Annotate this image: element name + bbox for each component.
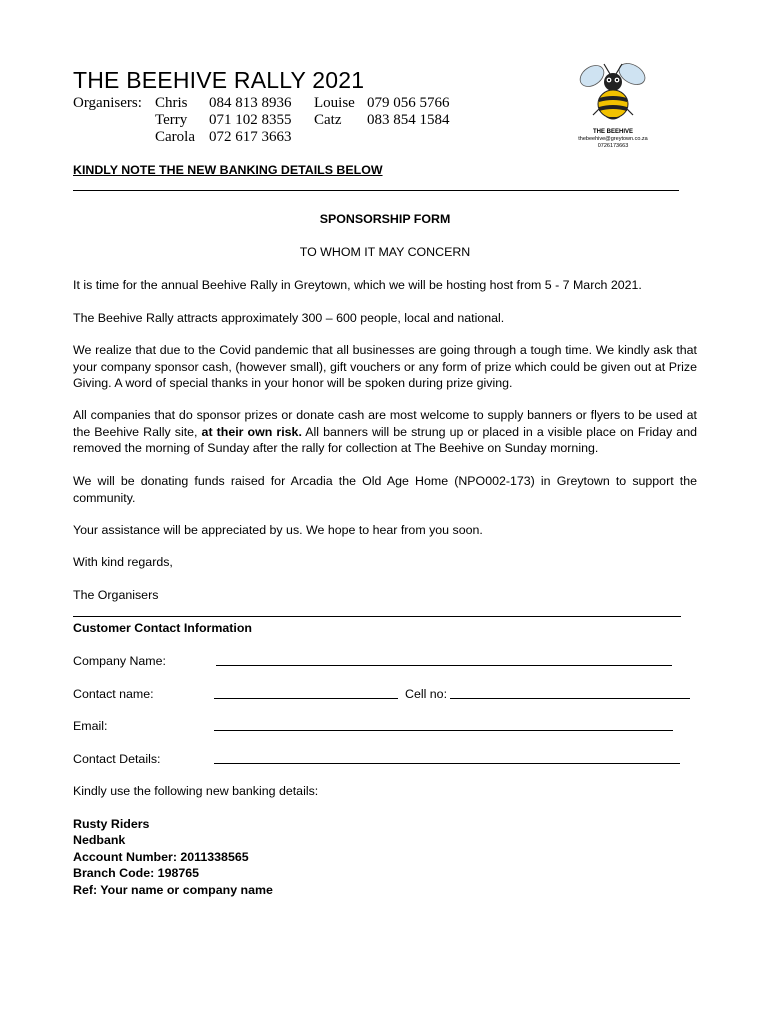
beehive-logo (568, 58, 658, 150)
company-name-label: Company Name: (73, 654, 166, 668)
paragraph-4-emphasis: at their own risk. (201, 424, 302, 439)
branch-code: Branch Code: 198765 (73, 866, 200, 880)
page-title: THE BEEHIVE RALLY 2021 (73, 67, 365, 93)
signature: The Organisers (73, 588, 159, 602)
organiser-name: Carola (155, 129, 195, 145)
logo-email: thebeehive@greytown.co.za (578, 136, 648, 142)
organisers-label: Organisers: (73, 95, 142, 111)
section-divider (73, 616, 681, 617)
organiser-phone: 071 102 8355 (209, 112, 292, 128)
email-field[interactable] (214, 730, 673, 731)
contact-details-field[interactable] (214, 763, 680, 764)
contact-details-label: Contact Details: (73, 752, 161, 766)
banking-notice: KINDLY NOTE THE NEW BANKING DETAILS BELOW (73, 163, 383, 177)
bank-name: Nedbank (73, 833, 126, 847)
header-divider (73, 190, 679, 191)
company-name-field[interactable] (216, 665, 672, 666)
paragraph-4 (73, 407, 697, 457)
organiser-phone: 084 813 8936 (209, 95, 292, 111)
email-label: Email: (73, 719, 108, 733)
banking-intro: Kindly use the following new banking details: (73, 784, 319, 798)
logo-phone: 0726173663 (597, 143, 629, 149)
organiser-name: Louise (314, 95, 355, 111)
paragraph-4-text-end: All banners will be strung up or placed in a visible place on Friday and removed the morning of Sunday after the rally for collection at The Beehive on Sunday morning. (73, 424, 697, 455)
organiser-phone: 079 056 5766 (367, 95, 450, 111)
contact-name-field[interactable] (214, 698, 398, 699)
paragraph-2: The Beehive Rally attracts approximately 300 – 600 people, local and national. (73, 311, 505, 325)
cell-number-field[interactable] (450, 698, 690, 699)
organiser-name: Catz (314, 112, 342, 128)
payment-reference: Ref: Your name or company name (73, 883, 273, 897)
organiser-name: Chris (155, 95, 188, 111)
paragraph-5: We will be donating funds raised for Arcadia the Old Age Home (NPO002-173) in Greytown to support the community. (73, 474, 697, 505)
cell-number-label: Cell no: (405, 687, 448, 701)
paragraph-1: It is time for the annual Beehive Rally in Greytown, which we will be hosting host from 5 - 7 March 2021. (73, 278, 642, 292)
contact-section-title: Customer Contact Information (73, 621, 252, 635)
organiser-phone: 083 854 1584 (367, 112, 450, 128)
paragraph-3: We realize that due to the Covid pandemic that all businesses are going through a tough time. We kindly ask that your company sponsor cash, (however small), gift vouchers or any form of prize which could be given out at Prize Giving. A word of special thanks in your honor will be spoken during prize giving. (73, 343, 697, 390)
organiser-name: Terry (155, 112, 188, 128)
account-name: Rusty Riders (73, 817, 150, 831)
form-heading: SPONSORSHIP FORM (319, 212, 451, 226)
account-number: Account Number: 2011338565 (73, 850, 249, 864)
paragraph-4-text: All companies that do sponsor prizes or donate cash are most welcome to supply banners or flyers to be used at the Beehive Rally site, (73, 408, 697, 439)
logo-name: THE BEEHIVE (592, 129, 633, 135)
contact-name-label: Contact name: (73, 687, 154, 701)
bee-icon (568, 58, 658, 124)
closing: With kind regards, (73, 555, 173, 569)
organiser-phone: 072 617 3663 (209, 129, 292, 145)
paragraph-6: Your assistance will be appreciated by us. We hope to hear from you soon. (73, 523, 483, 537)
salutation: TO WHOM IT MAY CONCERN (299, 245, 471, 259)
